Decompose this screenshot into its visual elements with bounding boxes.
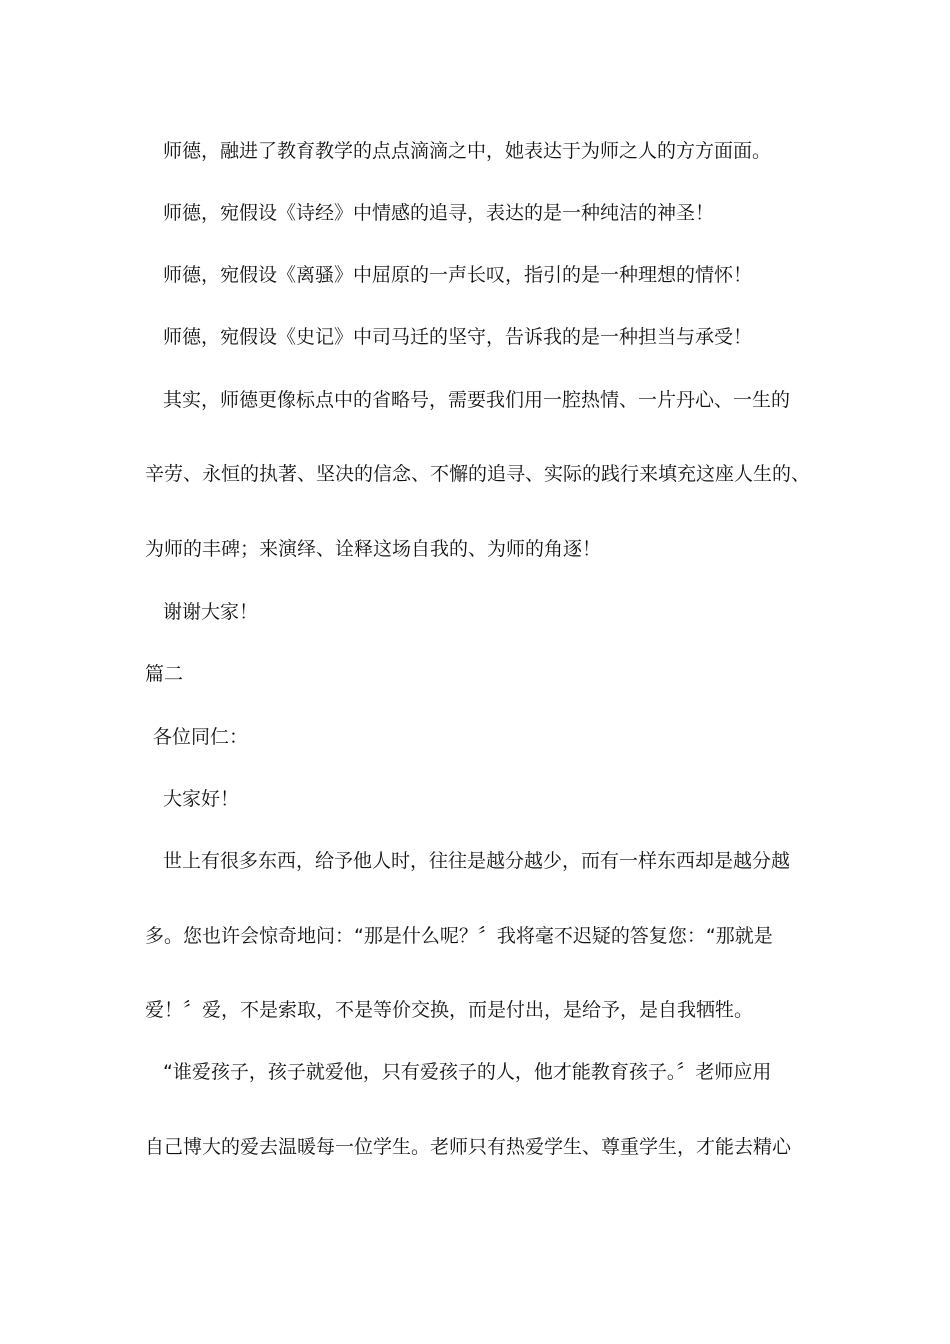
paragraph-line-6: 辛劳、永恒的执著、坚决的信念、不懈的追寻、实际的践行来填充这座人生的、 <box>145 463 811 485</box>
paragraph-line-1: 师德，融进了教育教学的点点滴滴之中，她表达于为师之人的方方面面。 <box>163 140 772 162</box>
paragraph-line-8: 世上有很多东西，给予他人时，往往是越分越少，而有一样东西却是越分越 <box>163 850 791 872</box>
paragraph-line-3: 师德，宛假设《离骚》中屈原的一声长叹，指引的是一种理想的情怀！ <box>163 264 753 286</box>
paragraph-line-5: 其实，师德更像标点中的省略号，需要我们用一腔热情、一片丹心、一生的 <box>163 389 791 411</box>
paragraph-line-10: 爱！〞爱，不是索取，不是等价交换，而是付出，是给予，是自我牺牲。 <box>145 999 754 1021</box>
paragraph-line-11: “谁爱孩子，孩子就爱他，只有爱孩子的人，他才能教育孩子。〞老师应用 <box>163 1061 772 1083</box>
section-heading: 篇二 <box>145 663 184 685</box>
paragraph-line-4: 师德，宛假设《史记》中司马迁的坚守，告诉我的是一种担当与承受！ <box>163 326 753 348</box>
paragraph-line-2: 师德，宛假设《诗经》中情感的追寻，表达的是一种纯洁的神圣！ <box>163 202 715 224</box>
greeting-line: 大家好！ <box>163 788 240 810</box>
paragraph-line-12: 自己博大的爱去温暖每一位学生。老师只有热爱学生、尊重学生，才能去精心 <box>145 1136 792 1158</box>
paragraph-line-9: 多。您也许会惊奇地问：“那是什么呢？〞我将毫不迟疑的答复您：“那就是 <box>145 925 773 947</box>
salutation-line: 各位同仁： <box>153 726 249 748</box>
paragraph-line-7: 为师的丰碑；来演绎、诠释这场自我的、为师的角逐！ <box>145 538 602 560</box>
closing-line: 谢谢大家！ <box>163 601 259 623</box>
